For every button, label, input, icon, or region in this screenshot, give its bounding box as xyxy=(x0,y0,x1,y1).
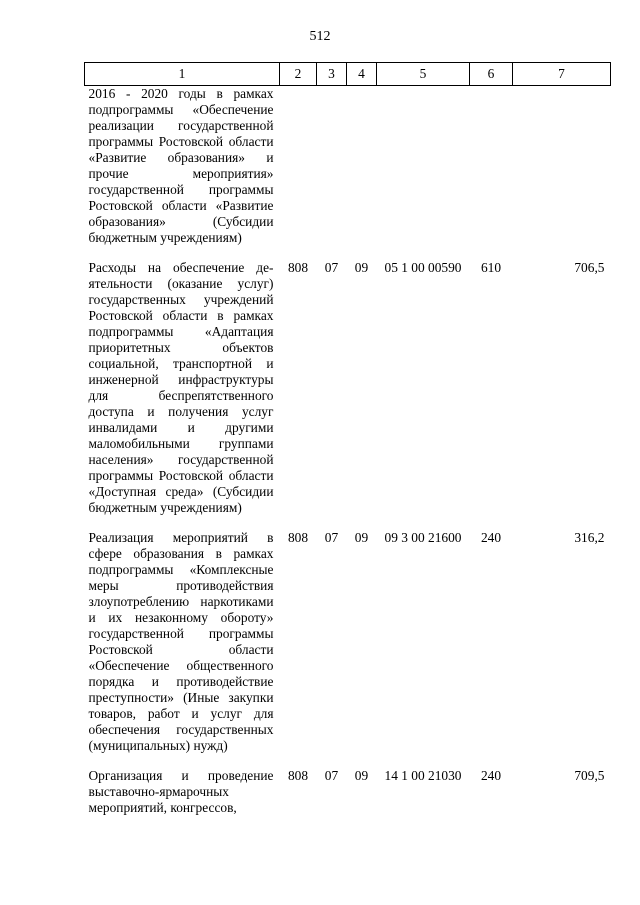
header-col-5: 5 xyxy=(377,63,470,86)
row-section: 07 xyxy=(324,530,339,545)
page-number: 512 xyxy=(309,29,331,44)
budget-table xyxy=(84,62,611,816)
header-col-6: 6 xyxy=(470,63,513,86)
header-col-7: 7 xyxy=(513,63,611,86)
row-target: 09 3 00 21600 xyxy=(384,530,462,545)
header-col-3: 3 xyxy=(317,63,347,86)
row-ministry: 808 xyxy=(287,768,309,783)
row-section: 07 xyxy=(324,260,339,275)
row-target xyxy=(377,86,470,261)
row-target: 14 1 00 21030 xyxy=(384,768,462,783)
row-expense-type: 240 xyxy=(480,530,502,545)
table-row xyxy=(85,530,611,768)
row-amount: 316,2 xyxy=(574,530,605,545)
row-target: 05 1 00 00590 xyxy=(384,260,462,275)
row-subsection: 09 xyxy=(354,530,369,545)
row-expense-type: 610 xyxy=(480,260,502,275)
row-description: Реализация мероприятий в сфере образования в рамках подпрограммы «Комплексные меры противодействия злоупотреблению наркотиками и их незаконному обороту» государственной программы Ростовской области «Обеспечение общественного порядка и противодействие преступности» (Иные закупки товаров, работ и услуг для обеспечения государственных (муниципальных) нужд) xyxy=(88,530,274,753)
header-col-4: 4 xyxy=(347,63,377,86)
row-description: 2016 - 2020 годы в рамках подпрограммы «Обеспечение реализации государственной программы Ростовской области «Развитие образования» и прочие мероприятия» государственной программы Ростовской области «Развитие образования» (Субсидии бюджетным учреждениям) xyxy=(88,86,274,245)
header-row xyxy=(85,63,611,86)
row-ministry: 808 xyxy=(287,260,309,275)
row-expense-type xyxy=(470,86,513,261)
row-subsection: 09 xyxy=(354,260,369,275)
row-description: Организация и проведение выставочно-ярмарочных мероприятий, конгрессов, xyxy=(88,768,274,815)
row-subsection xyxy=(347,86,377,261)
header-col-2: 2 xyxy=(280,63,317,86)
table-row xyxy=(85,86,611,261)
row-section: 07 xyxy=(324,768,339,783)
row-section xyxy=(317,86,347,261)
table-row xyxy=(85,260,611,530)
row-description: Расходы на обеспечение деятельности (оказание услуг) государственных учреждений Ростовской области в рамках подпрограммы «Адаптация приоритетных объектов социальной, транспортной и инженерной инфраструктуры для беспрепятственного доступа и получения услуг инвалидами и другими маломобильными группами населения» государственной программы Ростовской области «Доступная среда» (Субсидии бюджетным учреждениям) xyxy=(88,260,274,515)
row-amount xyxy=(513,86,611,261)
row-amount: 709,5 xyxy=(574,768,605,783)
table-body xyxy=(85,86,611,817)
row-ministry: 808 xyxy=(287,530,309,545)
row-expense-type: 240 xyxy=(480,768,502,783)
header-col-1: 1 xyxy=(85,63,280,86)
row-ministry xyxy=(280,86,317,261)
row-subsection: 09 xyxy=(354,768,369,783)
table-header xyxy=(85,63,611,86)
row-amount: 706,5 xyxy=(574,260,605,275)
table-row xyxy=(85,768,611,816)
